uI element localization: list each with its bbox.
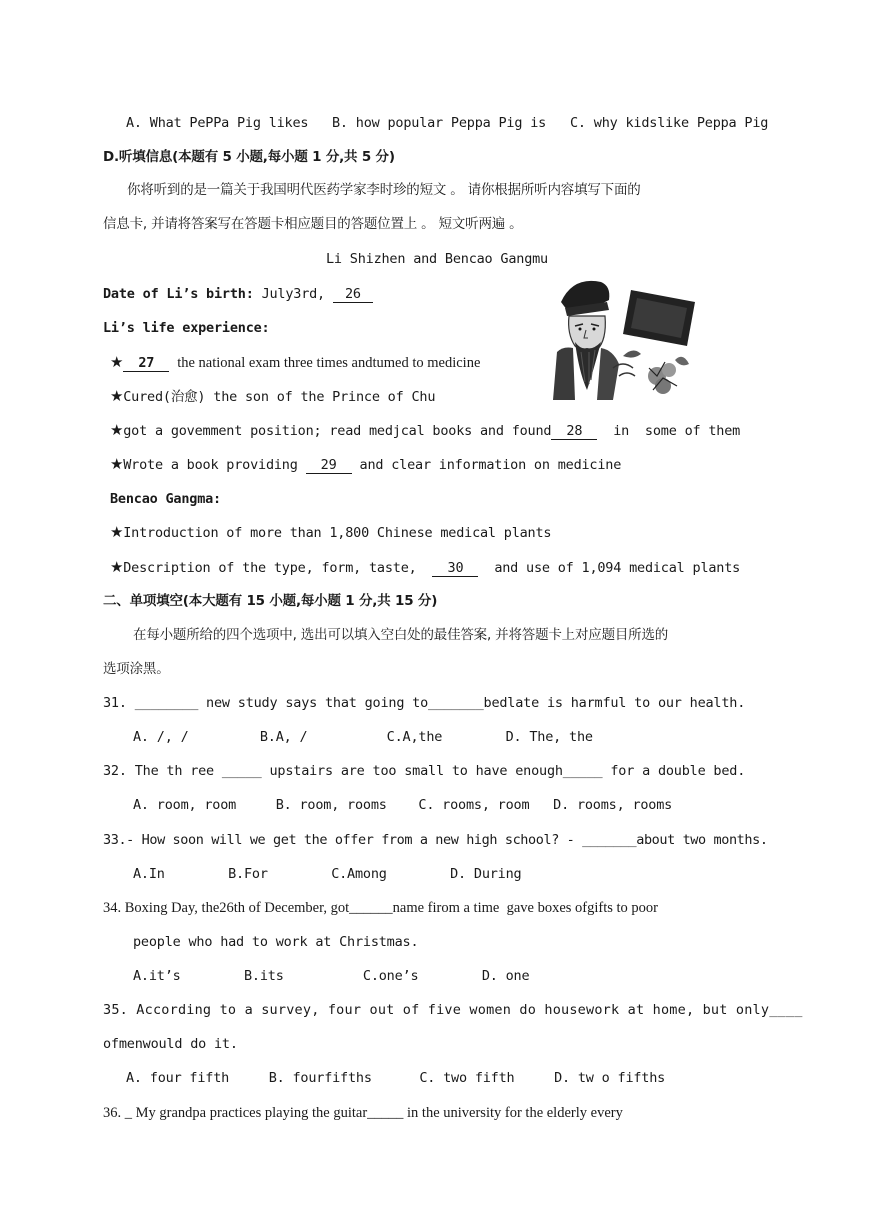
section-d-intro-line2: 信息卡, 并请将答案写在答题卡相应题目的答题位置上 。 短文听两遍 。	[103, 216, 523, 232]
option-c-b: B. how popular Peppa Pig is	[332, 115, 547, 131]
question-33: 33.- How soon will we get the offer from a new high school? - _______about two months.	[103, 832, 768, 848]
option-c-c: C. why kidslike Peppa Pig	[570, 115, 769, 131]
blank-28: 28	[551, 423, 597, 440]
life-item-4-end: and clear information on medicine	[351, 457, 622, 473]
option-c-a: A. What PePPa Pig likes	[126, 115, 309, 131]
question-31-options: A. /, / B.A, / C.A,the D. The, the	[133, 729, 593, 745]
section-d-heading: D.听填信息(本题有 5 小题,每小题 1 分,共 5 分)	[103, 149, 395, 165]
question-32: 32. The th ree _____ upstairs are too small to have enough_____ for a double bed.	[103, 763, 746, 779]
star-icon: ★	[110, 353, 124, 371]
star-icon: ★	[110, 387, 124, 405]
question-35-line2: ofmenwould do it.	[103, 1036, 238, 1052]
life-item-4-text: Wrote a book providing	[123, 457, 306, 473]
question-34-line1: 34. Boxing Day, the26th of December, got______name firom a time gave boxes ofgifts to poor	[103, 900, 658, 916]
bencao-item-2-end: and use of 1,094 medical plants	[486, 560, 741, 576]
life-item-2	[110, 387, 435, 406]
section-d-intro-line1: 你将听到的是一篇关于我国明代医药学家李时珍的短文 。 请你根据所听内容填写下面的	[127, 182, 641, 198]
question-36: 36. _ My grandpa practices playing the guitar_____ in the university for the elderly every	[103, 1105, 623, 1121]
bencao-item-2	[110, 558, 740, 577]
life-item-4	[110, 455, 621, 474]
bencao-label: Bencao Gangma:	[110, 491, 221, 507]
life-experience-label: Li’s life experience:	[103, 320, 270, 336]
birth-line	[103, 285, 373, 303]
section-2-heading: 二、单项填空(本大题有 15 小题,每小题 1 分,共 15 分)	[103, 593, 438, 609]
question-34-options: A.it’s B.its C.one’s D. one	[133, 968, 530, 984]
life-item-2-text: Cured(治愈) the son of the Prince of Chu	[123, 389, 436, 405]
blank-30: 30	[432, 560, 478, 577]
bencao-item-1	[110, 523, 551, 542]
life-item-1-text: the national exam three times andtumed to medicine	[177, 355, 481, 371]
blank-26: 26	[333, 286, 373, 303]
li-shizhen-portrait-image	[553, 272, 699, 400]
life-item-3-end: in some of them	[613, 423, 741, 439]
section-2-instructions-line2: 选项涂黑。	[103, 661, 170, 677]
question-31: 31. ________ new study says that going to_______bedlate is harmful to our health.	[103, 695, 746, 711]
star-icon: ★	[110, 523, 124, 541]
section-2-instructions-line1: 在每小题所给的四个选项中, 选出可以填入空白处的最佳答案, 并将答题卡上对应题目所选的	[133, 627, 669, 643]
question-34-line2: people who had to work at Christmas.	[133, 934, 419, 950]
life-item-1	[110, 353, 480, 372]
question-33-options: A.In B.For C.Among D. During	[133, 866, 522, 882]
life-item-3	[110, 421, 740, 440]
blank-27: 27	[123, 355, 169, 372]
question-35-options: A. four fifth B. fourfifths C. two fifth D. tw o fifths	[126, 1070, 666, 1086]
life-item-3-text: got a govemment position; read medjcal books and found	[123, 423, 552, 439]
info-card-title: Li Shizhen and Bencao Gangmu	[326, 251, 548, 267]
star-icon: ★	[110, 455, 124, 473]
birth-value: July3rd,	[253, 286, 333, 302]
question-32-options: A. room, room B. room, rooms C. rooms, room D. rooms, rooms	[133, 797, 673, 813]
star-icon: ★	[110, 421, 124, 439]
bencao-item-2-text: Description of the type, form, taste,	[123, 560, 425, 576]
blank-29: 29	[306, 457, 352, 474]
birth-label: Date of Li’s birth:	[103, 286, 254, 302]
bencao-item-1-text: Introduction of more than 1,800 Chinese medical plants	[123, 525, 552, 541]
question-35-line1: 35. According to a survey, four out of five women do housework at home, but only____	[103, 1002, 803, 1018]
star-icon: ★	[110, 558, 124, 576]
